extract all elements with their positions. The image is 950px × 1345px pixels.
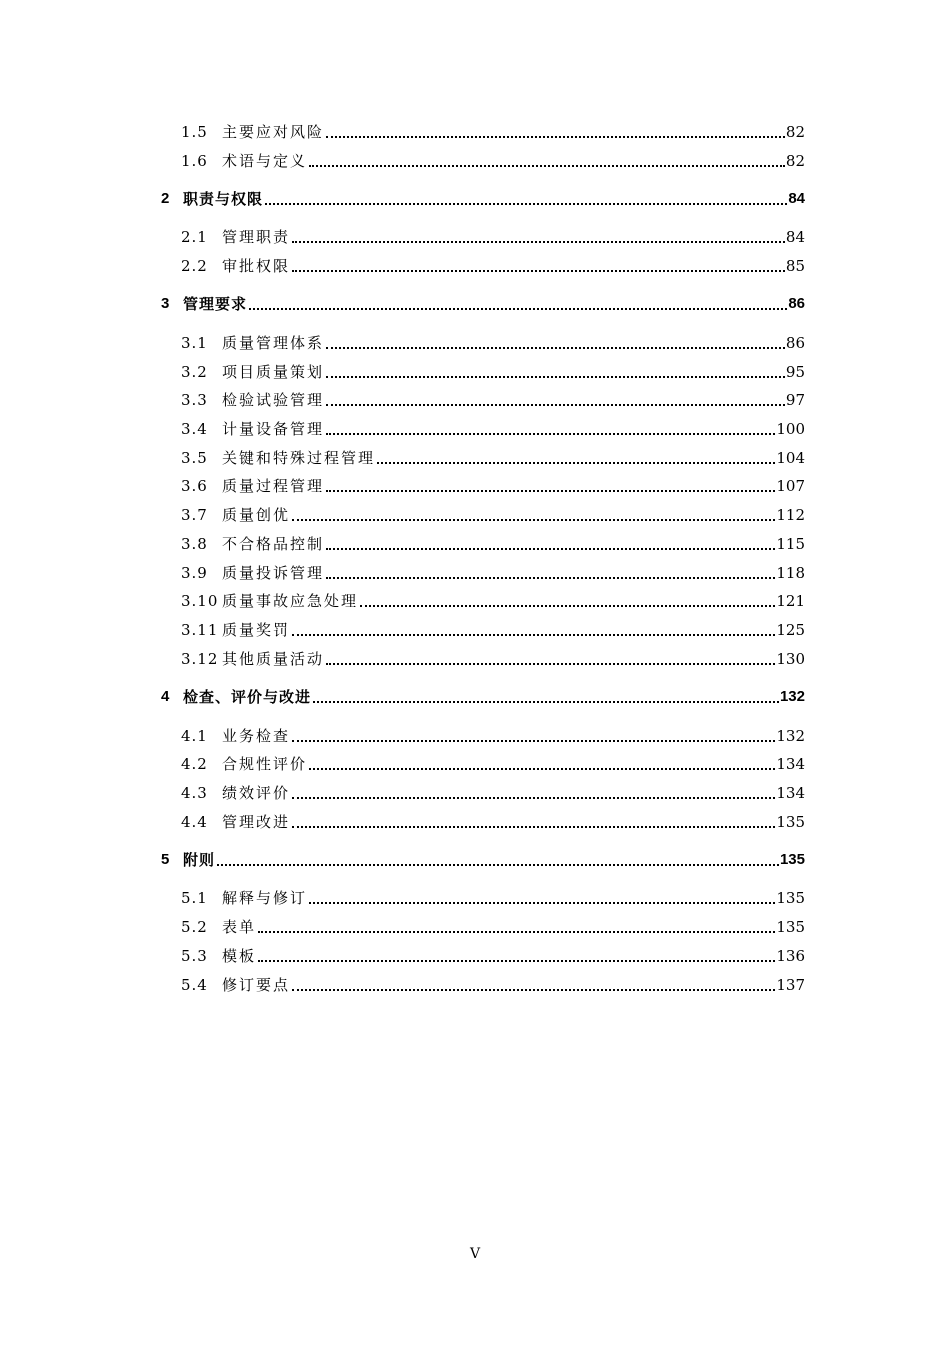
toc-entry[interactable] — [0, 887, 950, 909]
dot-leader — [265, 203, 787, 205]
toc-entry-number: 3.4 — [181, 420, 208, 438]
dot-leader — [292, 797, 775, 799]
toc-entry-page: 97 — [785, 391, 805, 409]
toc-entry-title: 模板 — [222, 947, 257, 965]
dot-leader — [309, 768, 775, 770]
toc-entry-page: 100 — [776, 420, 805, 438]
dot-leader — [292, 826, 775, 828]
toc-entry[interactable] — [0, 475, 950, 497]
toc-entry[interactable] — [0, 725, 950, 747]
dot-leader — [292, 519, 775, 521]
toc-entry-title: 项目质量策划 — [222, 363, 325, 381]
toc-entry[interactable] — [0, 916, 950, 938]
toc-entry-title: 主要应对风险 — [222, 123, 325, 141]
toc-entry[interactable] — [0, 504, 950, 526]
toc-entry-title: 解释与修订 — [222, 889, 308, 907]
dot-leader — [292, 740, 775, 742]
toc-entry-number: 1.5 — [181, 123, 208, 141]
toc-entry-page: 135 — [776, 813, 805, 831]
toc-entry-number: 3.2 — [181, 363, 208, 381]
toc-entry-number: 3.9 — [181, 564, 208, 582]
dot-leader — [377, 462, 775, 464]
toc-entry-page: 136 — [776, 947, 805, 965]
toc-entry[interactable] — [0, 562, 950, 584]
toc-entry-title: 关键和特殊过程管理 — [222, 449, 376, 467]
toc-entry[interactable] — [0, 389, 950, 411]
toc-entry-title: 绩效评价 — [222, 784, 291, 802]
dot-leader — [258, 931, 775, 933]
toc-entry-title: 管理要求 — [183, 295, 248, 313]
toc-entry-title: 不合格品控制 — [222, 535, 325, 553]
toc-entry-title: 表单 — [222, 918, 257, 936]
toc-entry-title: 其他质量活动 — [222, 650, 325, 668]
toc-entry-title: 管理职责 — [222, 228, 291, 246]
toc-entry-page: 137 — [776, 976, 805, 994]
toc-entry-page: 132 — [779, 686, 805, 708]
toc-entry[interactable] — [0, 648, 950, 670]
toc-entry-page: 135 — [776, 918, 805, 936]
toc-entry-page: 85 — [785, 257, 805, 275]
dot-leader — [326, 433, 775, 435]
toc-entry-title: 检查、评价与改进 — [183, 688, 312, 706]
toc-entry-title: 术语与定义 — [222, 152, 308, 170]
toc-entry-title: 修订要点 — [222, 976, 291, 994]
toc-entry-page: 86 — [785, 334, 805, 352]
toc-entry-page: 95 — [785, 363, 805, 381]
toc-entry[interactable] — [0, 619, 950, 641]
toc-entry-number: 3.11 — [181, 621, 219, 639]
dot-leader — [217, 864, 779, 866]
toc-entry-number: 1.6 — [181, 152, 208, 170]
toc-entry-page: 134 — [776, 784, 805, 802]
toc-entry-number: 3 — [161, 293, 169, 315]
toc-entry-page: 121 — [776, 592, 805, 610]
toc-entry-number: 5.3 — [181, 947, 208, 965]
toc-entry[interactable] — [0, 150, 950, 172]
toc-entry[interactable] — [0, 753, 950, 775]
toc-entry-title: 质量管理体系 — [222, 334, 325, 352]
toc-entry-page: 86 — [787, 293, 805, 315]
toc-chapter-entry[interactable] — [0, 686, 950, 708]
toc-entry-title: 职责与权限 — [183, 190, 264, 208]
toc-entry-number: 2 — [161, 188, 169, 210]
toc-entry-page: 82 — [785, 123, 805, 141]
toc-chapter-entry[interactable] — [0, 188, 950, 210]
toc-entry-page: 130 — [776, 650, 805, 668]
toc-entry-title: 质量投诉管理 — [222, 564, 325, 582]
toc-entry-title: 业务检查 — [222, 727, 291, 745]
toc-entry-title: 管理改进 — [222, 813, 291, 831]
toc-entry-title: 质量事故应急处理 — [222, 592, 359, 610]
toc-entry-title: 计量设备管理 — [222, 420, 325, 438]
toc-entry[interactable] — [0, 226, 950, 248]
toc-entry[interactable] — [0, 590, 950, 612]
toc-entry[interactable] — [0, 782, 950, 804]
toc-entry-number: 5.1 — [181, 889, 208, 907]
toc-entry-number: 5 — [161, 849, 169, 871]
toc-entry-number: 2.1 — [181, 228, 208, 246]
dot-leader — [326, 490, 775, 492]
toc-entry[interactable] — [0, 945, 950, 967]
toc-entry-title: 附则 — [183, 851, 216, 869]
toc-entry-page: 135 — [779, 849, 805, 871]
toc-entry-number: 2.2 — [181, 257, 208, 275]
toc-entry-number: 4.4 — [181, 813, 208, 831]
dot-leader — [292, 989, 775, 991]
toc-chapter-entry[interactable] — [0, 849, 950, 871]
toc-entry-number: 3.3 — [181, 391, 208, 409]
toc-entry-number: 5.2 — [181, 918, 208, 936]
toc-entry-number: 4.3 — [181, 784, 208, 802]
dot-leader — [309, 165, 785, 167]
dot-leader — [326, 548, 775, 550]
toc-entry[interactable] — [0, 332, 950, 354]
dot-leader — [249, 308, 787, 310]
dot-leader — [313, 701, 779, 703]
toc-chapter-entry[interactable] — [0, 293, 950, 315]
toc-entry-title: 审批权限 — [222, 257, 291, 275]
toc-entry-number: 3.6 — [181, 477, 208, 495]
toc-entry-title: 合规性评价 — [222, 755, 308, 773]
toc-entry[interactable] — [0, 447, 950, 469]
dot-leader — [326, 347, 785, 349]
toc-entry-number: 4 — [161, 686, 169, 708]
toc-entry-page: 118 — [776, 564, 805, 582]
toc-entry-title: 质量奖罚 — [222, 621, 291, 639]
toc-entry-page: 84 — [787, 188, 805, 210]
toc-entry-number: 3.10 — [181, 592, 219, 610]
toc-entry-page: 112 — [776, 506, 805, 524]
dot-leader — [360, 605, 775, 607]
toc-entry-title: 质量过程管理 — [222, 477, 325, 495]
toc-entry-number: 4.1 — [181, 727, 208, 745]
toc-entry-number: 3.7 — [181, 506, 208, 524]
toc-entry[interactable] — [0, 974, 950, 996]
toc-entry-title: 质量创优 — [222, 506, 291, 524]
dot-leader — [258, 960, 775, 962]
toc-entry[interactable] — [0, 418, 950, 440]
toc-entry-page: 107 — [776, 477, 805, 495]
toc-entry-page: 132 — [776, 727, 805, 745]
toc-entry-number: 3.8 — [181, 535, 208, 553]
dot-leader — [326, 663, 775, 665]
dot-leader — [309, 902, 775, 904]
toc-entry-page: 104 — [776, 449, 805, 467]
dot-leader — [326, 577, 775, 579]
toc-entry-page: 125 — [776, 621, 805, 639]
dot-leader — [292, 270, 785, 272]
toc-entry-page: 134 — [776, 755, 805, 773]
toc-entry-number: 3.5 — [181, 449, 208, 467]
dot-leader — [326, 404, 785, 406]
toc-entry[interactable] — [0, 533, 950, 555]
toc-entry-page: 115 — [776, 535, 805, 553]
toc-entry-page: 82 — [785, 152, 805, 170]
toc-entry[interactable] — [0, 361, 950, 383]
toc-entry-number: 5.4 — [181, 976, 208, 994]
toc-entry[interactable] — [0, 121, 950, 143]
toc-entry-page: 135 — [776, 889, 805, 907]
dot-leader — [292, 634, 775, 636]
dot-leader — [326, 376, 785, 378]
toc-entry-number: 3.12 — [181, 650, 219, 668]
toc-entry-number: 4.2 — [181, 755, 208, 773]
page-number: V — [469, 1246, 481, 1262]
toc-entry-page: 84 — [785, 228, 805, 246]
dot-leader — [326, 136, 785, 138]
dot-leader — [292, 241, 785, 243]
toc-entry-title: 检验试验管理 — [222, 391, 325, 409]
toc-entry-number: 3.1 — [181, 334, 208, 352]
toc-entry[interactable] — [0, 811, 950, 833]
toc-entry[interactable] — [0, 255, 950, 277]
